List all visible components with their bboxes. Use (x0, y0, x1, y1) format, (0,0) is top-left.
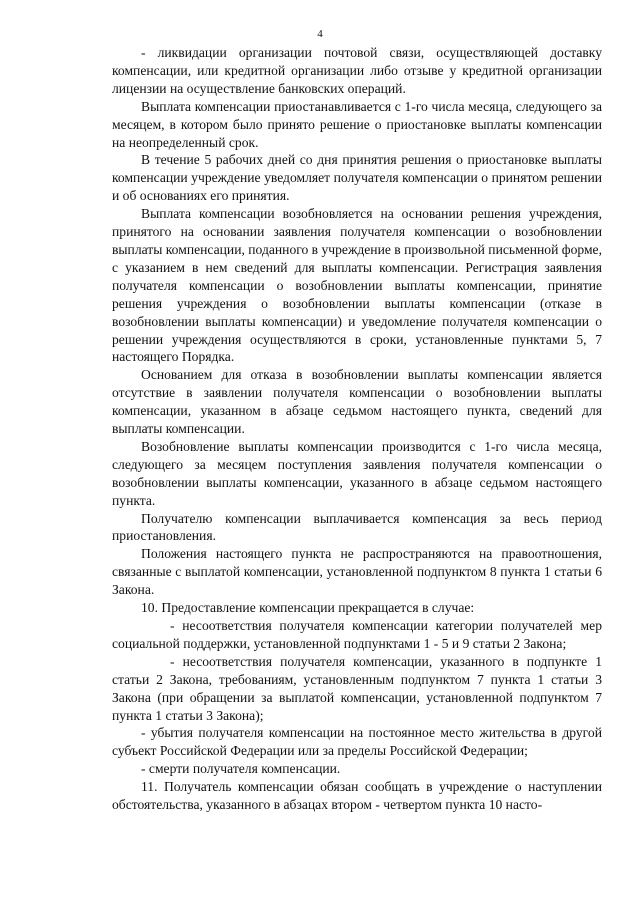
paragraph-section-10: 10. Предоставление компенсации прекращается в случае: (141, 600, 475, 616)
paragraph-notification: В течение 5 рабочих дней со дня принятия решения о приостановке выплаты компенсации учреждение уведомляет получателя компенсации о принятом решении и об основаниях его принятия. (112, 152, 602, 204)
paragraph-suspension-date: Выплата компенсации приостанавливается с 1-го числа месяца, следующего за месяцем, в котором было принято решение о приостановке выплаты компенсации на неопределенный срок. (112, 98, 602, 150)
paragraph-full-period: Получателю компенсации выплачивается компенсация за весь период приостановления. (112, 510, 602, 544)
list-item-relocation: - убытия получателя компенсации на постоянное место жительства в другой субъект Российской Федерации или за пределы Российской Федерации; (112, 725, 602, 759)
paragraph-exceptions: Положения настоящего пункта не распространяются на правоотношения, связанные с выплатой компенсации, установленной подпунктом 8 пункта 1 статьи 6 Закона. (112, 546, 602, 598)
paragraph-section-11: 11. Получатель компенсации обязан сообщать в учреждение о наступлении обстоятельства, указанного в абзацах втором - четвертом пункта 10 насто- (112, 779, 602, 813)
paragraph-bank-license: - ликвидации организации почтовой связи, осуществляющей доставку компенсации, или кредитной организации либо отзыве у кредитной организации лицензии на осуществление банковских операций. (112, 45, 602, 96)
list-item-requirements-mismatch: - несоответствия получателя компенсации, указанного в подпункте 1 статьи 2 Закона, требованиям, установленным подпунктом 7 пункта 1 статьи 3 Закона (при обращении за выплатой компенсации, установленной подпунктом 7 пункта 1 статьи 3 Закона); (112, 653, 602, 723)
paragraph-refusal-grounds: Основанием для отказа в возобновлении выплаты компенсации является отсутствие в заявлении получателя компенсации о возобновлении выплаты компенсации, указанном в абзаце седьмом настоящего пункта, сведений для выплаты компенсации. (112, 367, 602, 437)
list-item-category-mismatch: - несоответствия получателя компенсации категории получателей мер социальной поддержки, установленной подпунктами 1 - 5 и 9 статьи 2 Закона; (112, 618, 602, 651)
page-number: 4 (317, 28, 323, 40)
document-body (112, 44, 602, 814)
paragraph-resumption-date: Возобновление выплаты компенсации производится с 1-го числа месяца, следующего за месяцем поступления заявления получателя компенсации о возобновлении выплаты компенсации, указанного в абзаце седьмом настоящего пункта. (112, 438, 602, 508)
list-item-death: - смерти получателя компенсации. (141, 761, 341, 777)
paragraph-resumption: Выплата компенсации возобновляется на основании решения учреждения, принятого на основании заявления получателя компенсации о возобновлении выплаты компенсации, поданного в учреждение в произвольной письменной форме, с указанием в нем сведений для выплаты компенсации. Регистрация заявления получателя компенсации о возобновлении выплаты компенсации, принятие решения учреждения о возобновлении выплаты компенсации (отказе в возобновлении выплаты компенсации) и уведомление получателя компенсации о решении учреждения осуществляются в сроки, установленные пунктами 5, 7 настоящего Порядка. (112, 206, 602, 365)
